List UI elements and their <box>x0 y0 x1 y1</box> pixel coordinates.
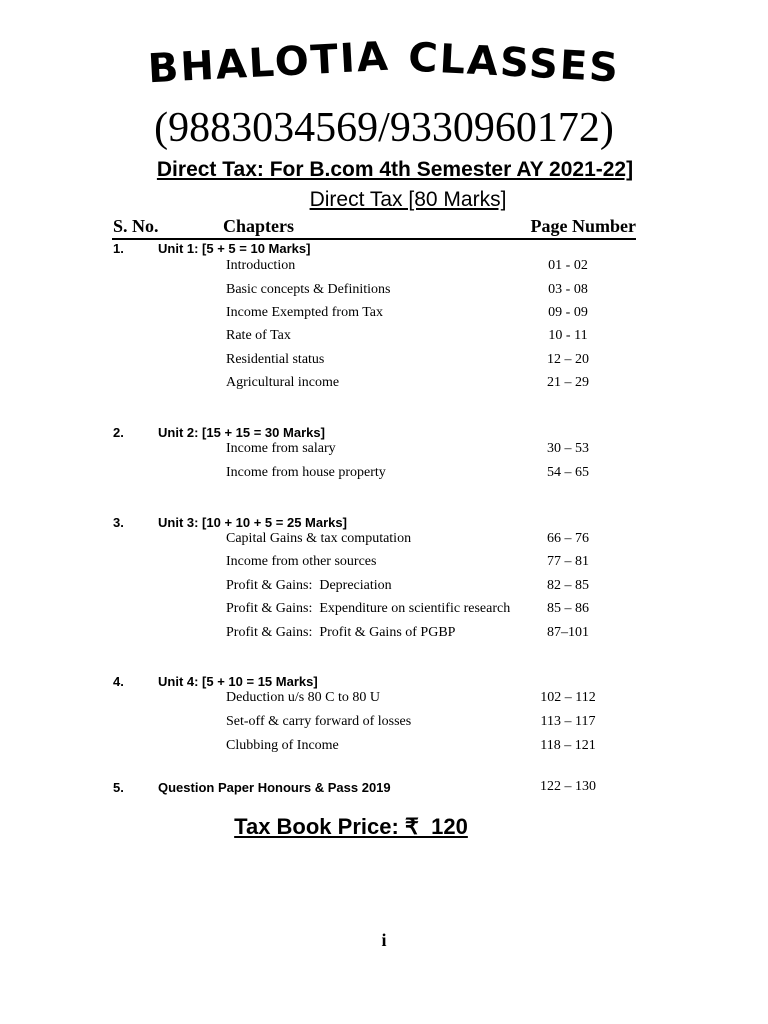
chapter-name: Profit & Gains: Expenditure on scientific research <box>226 601 511 616</box>
chapter-row <box>0 352 768 372</box>
unit-number: 3. <box>113 515 124 530</box>
brand-word-classes: CLASSES <box>407 34 622 92</box>
chapter-pages: 01 - 02 <box>548 258 588 273</box>
chapter-name: Profit & Gains: Profit & Gains of PGBP <box>226 625 456 640</box>
unit-label: Unit 4: [5 + 10 = 15 Marks] <box>158 674 318 689</box>
chapter-row <box>0 554 768 574</box>
chapter-row <box>0 328 768 348</box>
chapter-name: Residential status <box>226 352 325 367</box>
unit-label: Question Paper Honours & Pass 2019 <box>158 780 391 795</box>
chapter-pages: 30 – 53 <box>547 441 589 456</box>
chapter-pages: 77 – 81 <box>547 554 589 569</box>
chapter-name: Agricultural income <box>226 375 340 390</box>
chapter-row <box>0 375 768 395</box>
book-price-text: Tax Book Price: ₹ 120 <box>234 814 468 839</box>
chapter-row <box>0 690 768 710</box>
column-header-chapters: Chapters <box>223 216 294 236</box>
chapter-name: Basic concepts & Definitions <box>226 282 391 297</box>
column-header-sno: S. No. <box>113 216 159 236</box>
chapter-pages: 10 - 11 <box>548 328 588 343</box>
unit-number: 4. <box>113 674 124 689</box>
chapter-row <box>0 305 768 325</box>
chapter-name: Rate of Tax <box>226 328 291 343</box>
unit-number: 5. <box>113 780 124 795</box>
brand-word-bhalotia: BHALOTIA <box>146 33 392 93</box>
unit-number: 2. <box>113 425 124 440</box>
chapter-name: Introduction <box>226 258 296 273</box>
chapter-name: Deduction u/s 80 C to 80 U <box>226 690 380 705</box>
chapter-row <box>0 258 768 278</box>
chapter-pages: 03 - 08 <box>548 282 588 297</box>
brand-title <box>0 33 768 93</box>
phone-numbers: (9883034569/9330960172) <box>154 105 614 151</box>
unit-label: Unit 2: [15 + 15 = 30 Marks] <box>158 425 325 440</box>
page-number: i <box>381 930 387 950</box>
chapter-row <box>0 625 768 645</box>
chapter-row <box>0 714 768 734</box>
chapter-pages: 113 – 117 <box>540 714 596 729</box>
chapter-row <box>0 738 768 758</box>
chapter-row <box>0 282 768 302</box>
chapter-name: Profit & Gains: Depreciation <box>226 578 392 593</box>
course-subtitle: Direct Tax: For B.com 4th Semester AY 2021-22] <box>156 158 634 181</box>
chapter-row <box>0 531 768 551</box>
unit-label: Unit 1: [5 + 5 = 10 Marks] <box>158 241 311 256</box>
chapter-row <box>0 578 768 598</box>
chapter-name: Set-off & carry forward of losses <box>226 714 412 729</box>
chapter-row <box>0 441 768 461</box>
column-header-page-number: Page Number <box>530 216 636 236</box>
chapter-name: Clubbing of Income <box>226 738 339 753</box>
chapter-name: Income from house property <box>226 465 386 480</box>
chapter-pages: 12 – 20 <box>547 352 589 367</box>
chapter-row <box>0 465 768 485</box>
unit-label: Unit 3: [10 + 10 + 5 = 25 Marks] <box>158 515 347 530</box>
chapter-pages: 66 – 76 <box>547 531 589 546</box>
chapter-pages: 54 – 65 <box>547 465 589 480</box>
chapter-pages: 87–101 <box>547 625 589 640</box>
chapter-pages: 122 – 130 <box>540 779 596 794</box>
chapter-pages: 85 – 86 <box>547 601 589 616</box>
chapter-name: Income from other sources <box>226 554 377 569</box>
chapter-name: Income from salary <box>226 441 336 456</box>
chapter-pages: 82 – 85 <box>547 578 589 593</box>
chapter-row <box>0 601 768 621</box>
chapter-pages: 21 – 29 <box>547 375 589 390</box>
chapter-row <box>0 779 768 799</box>
unit-number: 1. <box>113 241 124 256</box>
marks-title: Direct Tax [80 Marks] <box>309 188 507 211</box>
contents-header <box>112 216 636 240</box>
chapter-pages: 09 - 09 <box>548 305 588 320</box>
chapter-name: Capital Gains & tax computation <box>226 531 412 546</box>
chapter-pages: 102 – 112 <box>540 690 596 705</box>
chapter-pages: 118 – 121 <box>540 738 596 753</box>
book-price <box>0 814 702 840</box>
chapter-name: Income Exempted from Tax <box>226 305 383 320</box>
